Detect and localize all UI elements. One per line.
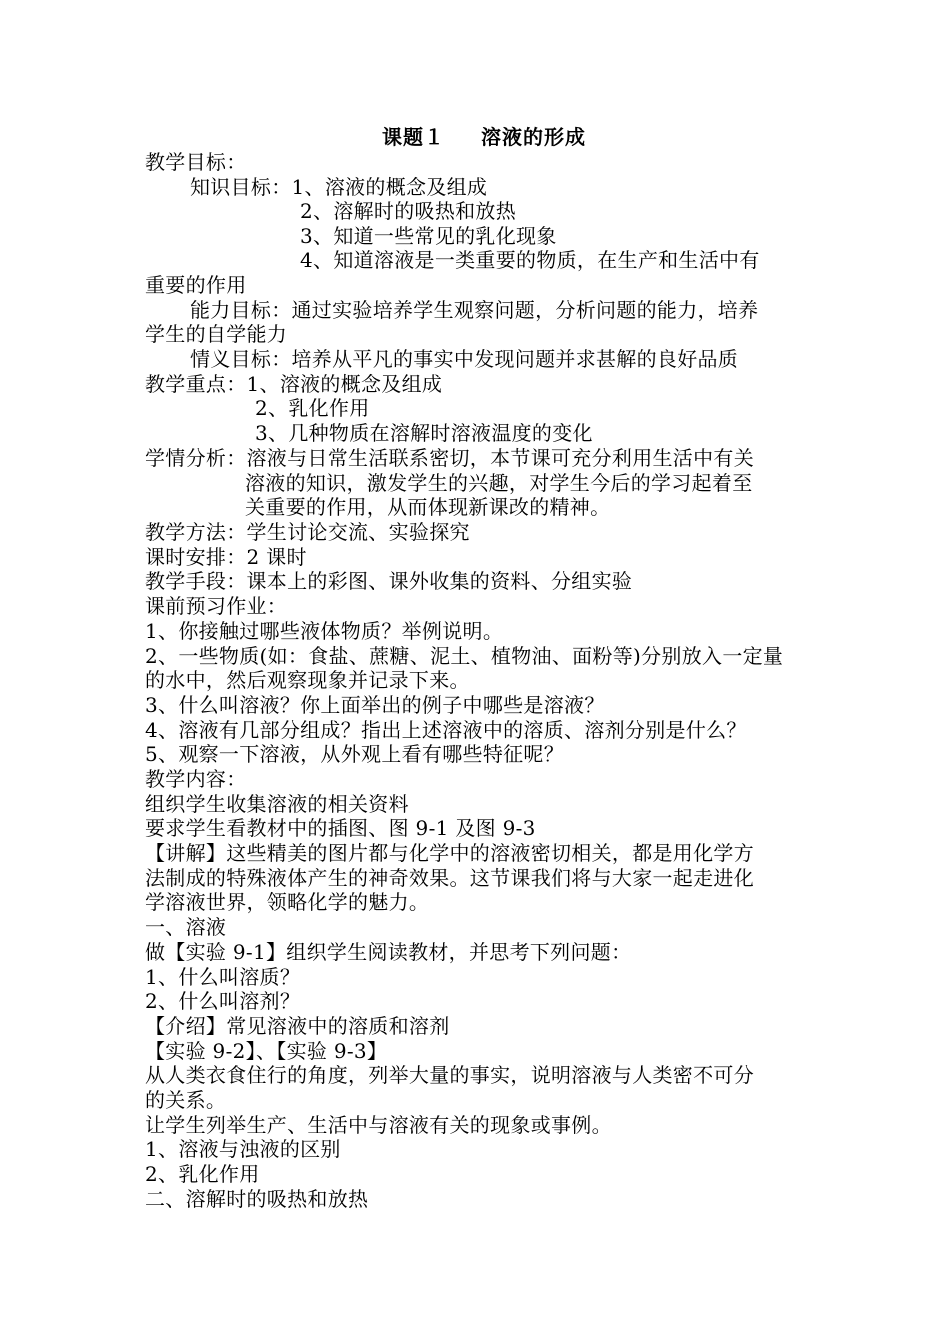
- page-title: [382, 125, 586, 150]
- objectives-heading: 教学目标：: [145, 150, 247, 174]
- focus-line-3: 3、几种物质在溶解时溶液温度的变化: [255, 421, 593, 445]
- content-line-6: 一、溶液: [145, 915, 227, 939]
- content-line-17: 二、溶解时的吸热和放热: [145, 1187, 369, 1211]
- teaching-means: 教学手段：课本上的彩图、课外收集的资料、分组实验: [145, 569, 633, 593]
- knowledge-objective-line-2: 2、溶解时的吸热和放热: [300, 199, 517, 223]
- title-number: 课题１: [382, 125, 445, 149]
- content-line-14: 让学生列举生产、生活中与溶液有关的现象或事例。: [145, 1113, 612, 1137]
- content-line-10: 【介绍】常见溶液中的溶质和溶剂: [145, 1014, 450, 1038]
- content-line-2: 要求学生看教材中的插图、图 9-1 及图 9-3: [145, 816, 536, 840]
- content-line-3: 【讲解】这些精美的图片都与化学中的溶液密切相关，都是用化学方: [145, 841, 754, 865]
- preview-line-2: 2、一些物质(如：食盐、蔗糖、泥土、植物油、面粉等)分别放入一定量: [145, 644, 784, 668]
- knowledge-objective-line-3: 3、知道一些常见的乳化现象: [300, 224, 557, 248]
- knowledge-objective-line-4: 4、知道溶液是一类重要的物质，在生产和生活中有: [300, 248, 760, 272]
- analysis-line-1: 学情分析：溶液与日常生活联系密切，本节课可充分利用生活中有关: [145, 446, 754, 470]
- analysis-line-2: 溶液的知识，激发学生的兴趣，对学生今后的学习起着至: [245, 471, 753, 495]
- content-line-9: 2、什么叫溶剂？: [145, 989, 301, 1013]
- content-line-11: 【实验 9-2】、【实验 9-3】: [145, 1039, 388, 1063]
- emotion-objective: 情义目标：培养从平凡的事实中发现问题并求甚解的良好品质: [190, 347, 739, 371]
- preview-line-5: 4、溶液有几部分组成？指出上述溶液中的溶质、溶剂分别是什么？: [145, 718, 747, 742]
- content-line-16: 2、乳化作用: [145, 1162, 260, 1186]
- analysis-line-3: 关重要的作用，从而体现新课改的精神。: [245, 495, 611, 519]
- content-line-5: 学溶液世界，领略化学的魅力。: [145, 890, 430, 914]
- preview-line-4: 3、什么叫溶液？你上面举出的例子中哪些是溶液？: [145, 693, 605, 717]
- title-name: 溶液的形成: [481, 125, 586, 149]
- content-line-13: 的关系。: [145, 1088, 227, 1112]
- content-line-4: 法制成的特殊液体产生的神奇效果。这节课我们将与大家一起走进化: [145, 866, 754, 890]
- preview-line-1: 1、你接触过哪些液体物质？举例说明。: [145, 619, 504, 643]
- focus-line-2: 2、乳化作用: [255, 396, 370, 420]
- class-schedule: 课时安排：2 课时: [145, 545, 307, 569]
- preview-heading: 课前预习作业：: [145, 594, 288, 618]
- preview-line-3: 的水中，然后观察现象并记录下来。: [145, 668, 470, 692]
- teaching-method: 教学方法：学生讨论交流、实验探究: [145, 520, 470, 544]
- ability-objective-line-1: 能力目标：通过实验培养学生观察问题，分析问题的能力，培养: [190, 298, 759, 322]
- ability-objective-line-2: 学生的自学能力: [145, 322, 288, 346]
- content-heading: 教学内容：: [145, 767, 247, 791]
- content-line-7: 做【实验 9-1】组织学生阅读教材，并思考下列问题：: [145, 940, 632, 964]
- knowledge-objective-line-1: 知识目标：1、溶液的概念及组成: [190, 175, 488, 199]
- knowledge-objective-cont: 重要的作用: [145, 273, 247, 297]
- content-line-8: 1、什么叫溶质？: [145, 965, 301, 989]
- focus-line-1: 教学重点：1、溶液的概念及组成: [145, 372, 443, 396]
- preview-line-6: 5、观察一下溶液，从外观上看有哪些特征呢？: [145, 742, 565, 766]
- content-line-15: 1、溶液与浊液的区别: [145, 1137, 341, 1161]
- content-line-12: 从人类衣食住行的角度，列举大量的事实，说明溶液与人类密不可分: [145, 1063, 754, 1087]
- content-line-1: 组织学生收集溶液的相关资料: [145, 792, 409, 816]
